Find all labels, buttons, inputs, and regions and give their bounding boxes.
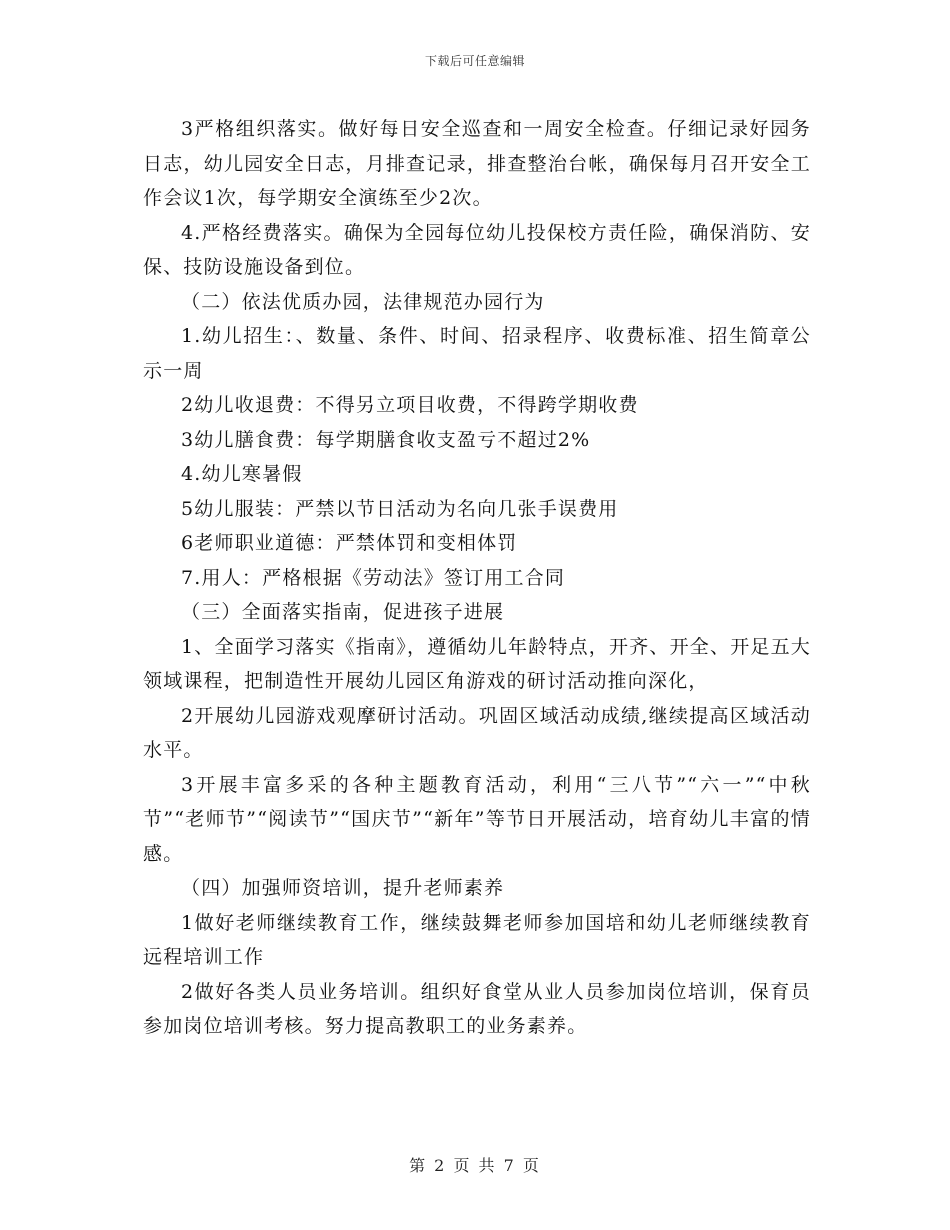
paragraph-employment: 7.用人：严格根据《劳动法》签订用工合同: [181, 566, 566, 589]
paragraph-staff-training: 2做好各类人员业务培训。组织好食堂从业人员参加岗位培训，保育员参加岗位培训考核。努力提高教职工的业务素养。: [143, 980, 811, 1037]
paragraph-safety-inspection: 3严格组织落实。做好每日安全巡查和一周安全检查。仔细记录好园务日志，幼儿园安全日志，月排查记录，排查整治台帐，确保每月召开安全工作会议1次，每学期安全演练至少2次。: [143, 118, 811, 209]
paragraph-theme-activities: 3开展丰富多采的各种主题教育活动，利用“三八节”“六一”“中秋节”“老师节”“阅读节”“国庆节”“新年”等节日开展活动，培育幼儿丰富的情感。: [143, 773, 811, 865]
paragraph-uniforms: 5幼儿服装：严禁以节日活动为名向几张手误费用: [181, 497, 619, 520]
paragraph-guidelines: 1、全面学习落实《指南》，遵循幼儿年龄特点，开齐、开全、开足五大领域课程，把制造性开展幼儿园区角游戏的研讨活动推向深化，: [143, 635, 811, 692]
section-heading-3: （三）全面落实指南，促进孩子进展: [181, 601, 505, 623]
paragraph-holidays: 4.幼儿寒暑假: [181, 463, 303, 485]
page-header: 下载后可任意编辑: [424, 54, 525, 68]
paragraph-game-activities: 2开展幼儿园游戏观摩研讨活动。巩固区域活动成绩,继续提高区域活动水平。: [143, 704, 811, 761]
paragraph-funding: 4.严格经费落实。确保为全园每位幼儿投保校方责任险，确保消防、安保、技防设施设备到位。: [143, 221, 811, 278]
document-body: [143, 112, 811, 1044]
paragraph-fees: 2幼儿收退费：不得另立项目收费，不得跨学期收费: [181, 394, 639, 416]
section-heading-2: （二）依法优质办园，法律规范办园行为: [181, 290, 545, 313]
paragraph-teacher-education: 1做好老师继续教育工作，继续鼓舞老师参加国培和幼儿老师继续教育远程培训工作: [143, 911, 811, 968]
page-footer: 第 2 页 共 7 页: [409, 1156, 541, 1175]
paragraph-enrollment: 1.幼儿招生：、数量、条件、时间、招录程序、收费标准、招生简章公示一周: [143, 325, 811, 382]
section-heading-4: （四）加强师资培训，提升老师素养: [181, 877, 505, 899]
paragraph-meal-fees: 3幼儿膳食费：每学期膳食收支盈亏不超过2%: [181, 428, 591, 451]
paragraph-ethics: 6老师职业道德：严禁体罚和变相体罚: [181, 532, 518, 554]
